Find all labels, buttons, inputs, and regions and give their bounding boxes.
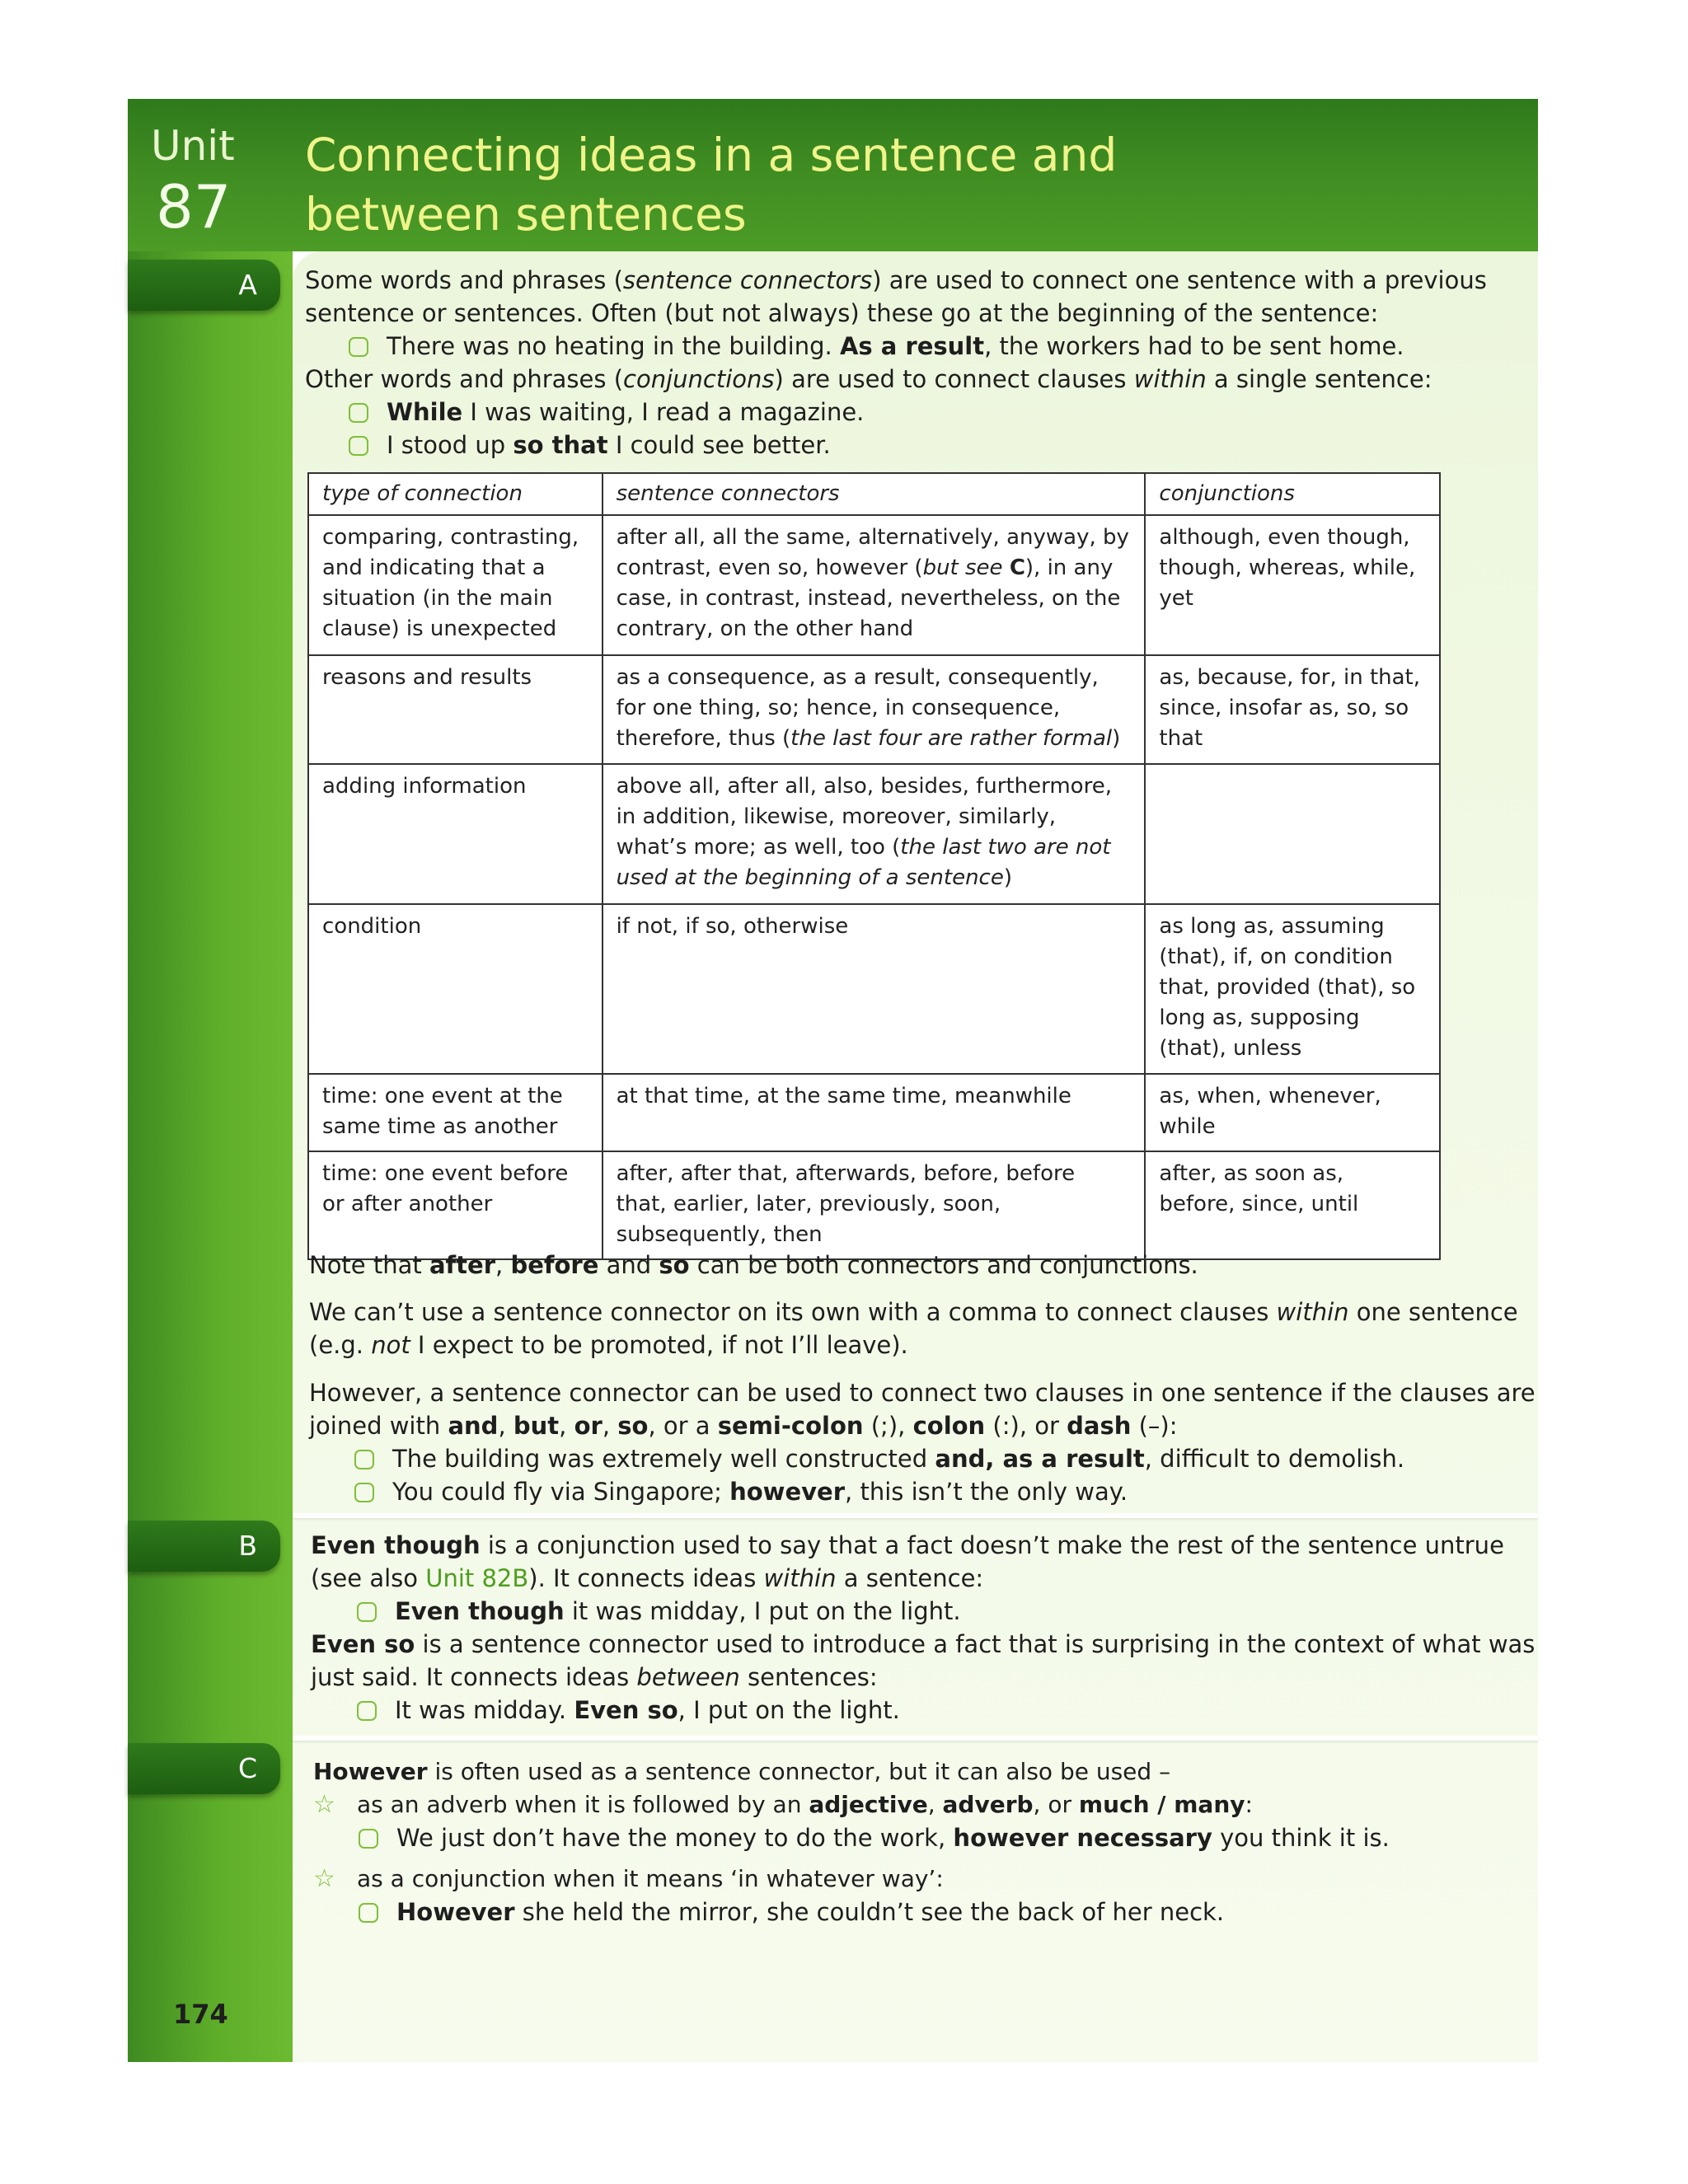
example-sentence: However she held the mirror, she couldn’t see the back of her neck.	[359, 1896, 1224, 1929]
table-cell: as, because, for, in that, since, insofar as, so, so that	[1145, 655, 1440, 764]
paragraph: as a conjunction when it means ‘in whatever way’:	[357, 1865, 944, 1892]
paragraph: joined with and, but, or, so, or a semi-colon (;), colon (:), or dash (–):	[309, 1412, 1178, 1440]
example-bullet-icon	[349, 436, 368, 456]
page	[128, 99, 1538, 2062]
table-row	[308, 515, 1440, 655]
table-header-row	[308, 473, 1440, 515]
table-cell: after all, all the same, alternatively, anyway, by contrast, even so, however (but see C), in any case, in contrast, instead, nevertheless, on the contrary, on the other hand	[603, 515, 1146, 655]
example-bullet-icon	[357, 1701, 377, 1721]
table-cell: time: one event before or after another	[308, 1151, 603, 1259]
example-sentence: There was no heating in the building. As a result, the workers had to be sent home.	[349, 330, 1404, 363]
example-bullet-icon	[349, 337, 368, 357]
table-cell: time: one event at the same time as another	[308, 1074, 603, 1151]
section-tab-a: A	[128, 260, 280, 311]
paragraph: Some words and phrases (sentence connectors) are used to connect one sentence with a previous	[305, 266, 1487, 294]
table-row	[308, 904, 1440, 1074]
table-cell: adding information	[308, 764, 603, 904]
example-sentence: While I was waiting, I read a magazine.	[349, 396, 864, 429]
table-cell: condition	[308, 904, 603, 1074]
paragraph: Note that after, before and so can be both connectors and conjunctions.	[309, 1251, 1198, 1279]
example-bullet-icon	[359, 1829, 378, 1849]
page-number: 174	[173, 1999, 228, 2030]
column-header: type of connection	[308, 473, 603, 515]
unit-number: 87	[156, 172, 232, 241]
example-sentence: It was midday. Even so, I put on the light.	[357, 1694, 900, 1727]
example-sentence: We just don’t have the money to do the work, however necessary you think it is.	[359, 1821, 1390, 1854]
table-cell: after, as soon as, before, since, until	[1145, 1151, 1440, 1259]
paragraph: (e.g. not I expect to be promoted, if not I’ll leave).	[309, 1331, 908, 1359]
table-cell: as a consequence, as a result, consequently, for one thing, so; hence, in consequence, therefore, thus (the last four are rather formal)	[603, 655, 1146, 764]
table-cell: as long as, assuming (that), if, on condition that, provided (that), so long as, supposing (that), unless	[1145, 904, 1440, 1074]
column-header: conjunctions	[1145, 473, 1440, 515]
example-bullet-icon	[359, 1903, 378, 1923]
connectors-table	[307, 472, 1441, 1260]
paragraph: Even though is a conjunction used to say that a fact doesn’t make the rest of the sentence untrue	[311, 1531, 1504, 1559]
table-cell: if not, if so, otherwise	[603, 904, 1146, 1074]
paragraph: Other words and phrases (conjunctions) are used to connect clauses within a single sentence:	[305, 365, 1432, 393]
table-cell: above all, after all, also, besides, furthermore, in addition, likewise, moreover, similarly, what’s more; as well, too (the last two are not used at the beginning of a sentence)	[603, 764, 1146, 904]
table-cell: after, after that, afterwards, before, before that, earlier, later, previously, soon, subsequently, then	[603, 1151, 1146, 1259]
table-cell	[1145, 764, 1440, 904]
example-bullet-icon	[354, 1450, 374, 1469]
example-bullet-icon	[357, 1602, 377, 1622]
example-sentence: Even though it was midday, I put on the light.	[357, 1595, 961, 1628]
section-divider	[293, 1513, 1538, 1518]
star-bullet-icon: ☆	[313, 1790, 335, 1819]
table-cell: as, when, whenever, while	[1145, 1074, 1440, 1151]
paragraph: However is often used as a sentence connector, but it can also be used –	[313, 1758, 1171, 1785]
example-sentence: The building was extremely well constructed and, as a result, difficult to demolish.	[354, 1442, 1404, 1475]
paragraph: We can’t use a sentence connector on its own with a comma to connect clauses within one sentence	[309, 1298, 1518, 1326]
table-row	[308, 1074, 1440, 1151]
section-tab-c: C	[128, 1743, 280, 1794]
unit-header	[128, 99, 1538, 251]
page-title: Connecting ideas in a sentence and between sentences	[305, 129, 1118, 241]
paragraph: as an adverb when it is followed by an adjective, adverb, or much / many:	[357, 1791, 1253, 1818]
table-row	[308, 655, 1440, 764]
section-tab-b: B	[128, 1521, 280, 1572]
table-row	[308, 764, 1440, 904]
table-row	[308, 1151, 1440, 1259]
unit-label: Unit	[151, 122, 235, 170]
paragraph: sentence or sentences. Often (but not always) these go at the beginning of the sentence:	[305, 299, 1379, 327]
paragraph: Even so is a sentence connector used to introduce a fact that is surprising in the context of what was	[311, 1630, 1536, 1658]
paragraph: just said. It connects ideas between sentences:	[311, 1663, 878, 1691]
section-divider	[293, 1736, 1538, 1741]
paragraph: However, a sentence connector can be used to connect two clauses in one sentence if the clauses are	[309, 1379, 1536, 1407]
example-bullet-icon	[349, 403, 368, 423]
table-cell: at that time, at the same time, meanwhile	[603, 1074, 1146, 1151]
unit-82b-link[interactable]: Unit 82B	[425, 1564, 529, 1592]
table-cell: although, even though, though, whereas, while, yet	[1145, 515, 1440, 655]
example-sentence: You could fly via Singapore; however, this isn’t the only way.	[354, 1475, 1128, 1508]
example-bullet-icon	[354, 1483, 374, 1502]
star-bullet-icon: ☆	[313, 1864, 335, 1893]
table-cell: reasons and results	[308, 655, 603, 764]
example-sentence: I stood up so that I could see better.	[349, 429, 831, 462]
column-header: sentence connectors	[603, 473, 1146, 515]
paragraph: (see also Unit 82B). It connects ideas within a sentence:	[311, 1564, 984, 1592]
table-cell: comparing, contrasting, and indicating that a situation (in the main clause) is unexpected	[308, 515, 603, 655]
